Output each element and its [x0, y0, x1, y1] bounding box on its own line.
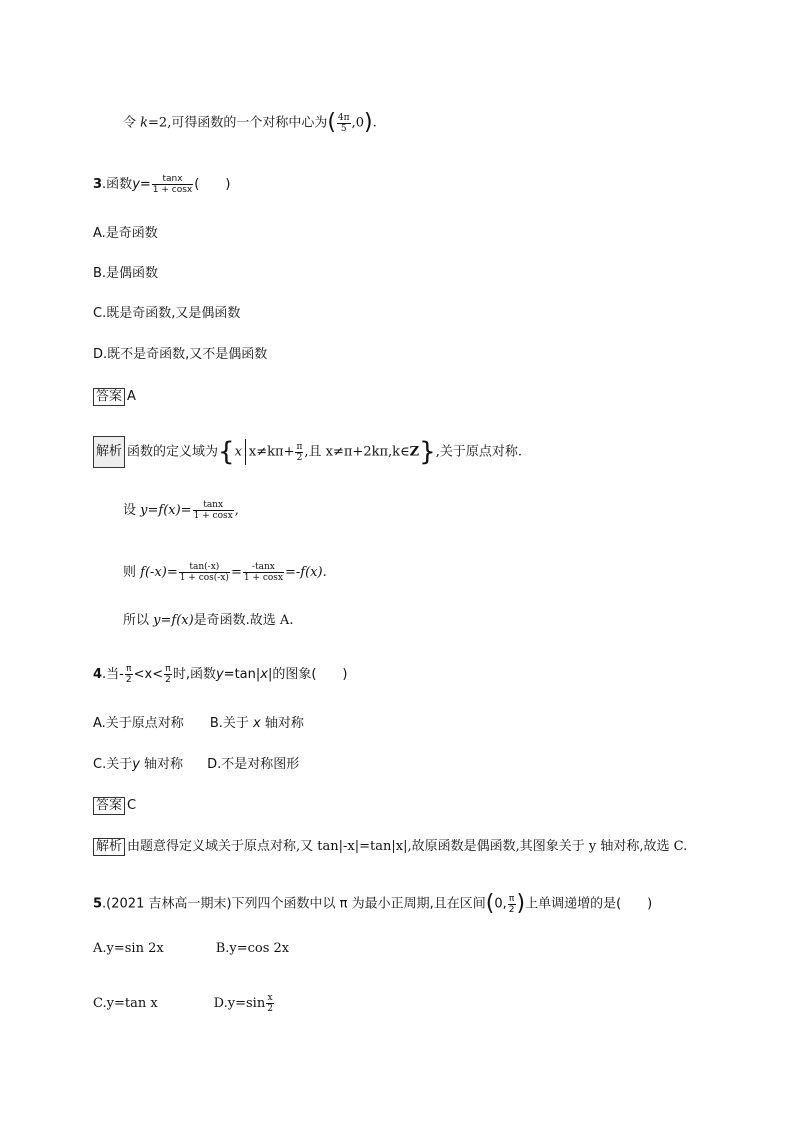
text: =tan| — [223, 667, 261, 682]
option-a: A.关于原点对称 — [93, 716, 184, 731]
answer-value: C — [127, 798, 137, 813]
analysis-4 — [93, 838, 687, 856]
analysis-tag: 解析 — [93, 838, 125, 856]
fraction: $\frac{\pi}{2}$ — [165, 664, 171, 685]
option-a: A.是奇函数 — [93, 226, 158, 241]
var-k: k — [140, 115, 149, 131]
option-b: B.关于 — [209, 716, 253, 731]
option-b: B.y=cos 2x — [215, 941, 290, 956]
analysis-tag: 解析 — [93, 436, 125, 468]
text: <x< — [133, 667, 164, 682]
text: 设 — [123, 503, 141, 518]
var-x: x — [234, 444, 242, 460]
question-4-options-row2 — [93, 757, 299, 773]
option-b: B.是偶函数 — [93, 266, 159, 281]
fraction: $\frac{-\tan x}{1 + \cos x}$ — [243, 562, 283, 583]
text: .当- — [102, 667, 124, 682]
var-x: x — [260, 667, 268, 682]
solution-line-center: 令 k=2,可得函数的一个对称中心为( $\frac{4\pi}{5}$ ,0). — [123, 110, 377, 135]
set-z: Z — [409, 444, 420, 460]
text: ,关于原点对称. — [435, 444, 522, 460]
option-c: C.关于 — [93, 757, 133, 772]
option-c: C.既是奇函数,又是偶函数 — [93, 306, 241, 321]
fraction: $\frac{4\pi}{5}$ — [337, 112, 350, 134]
fraction: $\frac{\tan(-x)}{1 + \cos(-x)}$ — [179, 562, 229, 583]
var-y: y — [215, 667, 224, 682]
fraction: $\frac{x}{2}$ — [267, 993, 273, 1014]
var-y: y — [132, 757, 140, 772]
answer-4 — [93, 797, 136, 815]
option-a: A.y=sin 2x — [93, 941, 164, 956]
text: 轴对称 — [260, 716, 304, 731]
analysis-text: 由题意得定义域关于原点对称,又 tan|-x|=tan|x|,故原函数是偶函数,其图象关于 y 轴对称,故选 C. — [127, 839, 688, 854]
text: 是奇函数.故选 A. — [193, 613, 294, 628]
text: 轴对称 — [139, 757, 184, 772]
expr: =-f(x). — [285, 565, 327, 580]
analysis-3-line3 — [123, 562, 327, 583]
text: 所以 — [123, 613, 154, 628]
text: ,且 — [304, 444, 326, 460]
text: = — [230, 565, 242, 580]
text: 上单调递增的是( ) — [525, 896, 653, 912]
question-5-options-row2 — [93, 993, 275, 1014]
question-3 — [93, 174, 230, 195]
fraction: $\frac{\pi}{2}$ — [296, 441, 303, 463]
option-c: C.y=tan x — [93, 996, 158, 1011]
fraction: $\frac{\pi}{2}$ — [125, 664, 132, 685]
text: , — [234, 503, 239, 518]
option-d: D.不是对称图形 — [207, 757, 300, 772]
question-5 — [93, 893, 652, 915]
fraction: $\frac{\tan x}{1 + \cos x}$ — [193, 500, 233, 521]
expr: f(-x)= — [140, 565, 178, 580]
expr: y=f(x) — [153, 613, 194, 628]
text: =2,可得函数的一个对称中心为 — [148, 115, 328, 131]
answer-paren: ( ) — [194, 177, 231, 192]
question-5-options-row1 — [93, 941, 289, 957]
var-y: y — [132, 177, 140, 192]
text: 则 — [123, 565, 141, 580]
answer-value: A — [127, 389, 136, 404]
option-d: D.y=sin — [213, 996, 266, 1011]
text: ,0 — [351, 115, 364, 131]
analysis-3-line2 — [123, 500, 239, 521]
fraction: $\frac{\tan x}{1 + \cos x}$ — [152, 174, 193, 195]
left-brace: { — [218, 437, 235, 467]
text: = — [139, 177, 151, 192]
answer-3 — [93, 388, 136, 406]
fraction: $\frac{\pi}{2}$ — [508, 893, 515, 915]
text: |的图象( ) — [267, 667, 348, 682]
option-d: D.既不是奇函数,又不是偶函数 — [93, 347, 268, 362]
text: 0, — [494, 896, 507, 912]
answer-tag: 答案 — [93, 388, 125, 406]
text: .(2021 吉林高一期末)下列四个函数中以 π 为最小正周期,且在区间 — [102, 896, 486, 912]
question-4-options-row1 — [93, 716, 304, 732]
question-number: 4 — [93, 667, 103, 682]
question-4 — [93, 664, 347, 685]
text: .函数 — [102, 177, 133, 192]
answer-tag: 答案 — [93, 797, 125, 815]
text: 时,函数 — [172, 667, 216, 682]
right-brace: } — [419, 437, 436, 467]
text: 令 — [123, 115, 141, 131]
var-x: x — [253, 716, 261, 731]
right-paren: ) — [363, 110, 373, 135]
left-paren: ( — [327, 110, 336, 135]
analysis-3 — [93, 436, 522, 468]
question-number: 3 — [93, 177, 103, 192]
right-paren: ) — [516, 891, 526, 916]
left-paren: ( — [485, 891, 495, 916]
text: x≠π+2kπ,k∈ — [325, 444, 410, 460]
text: x≠kπ+ — [248, 444, 295, 460]
analysis-3-line4 — [123, 613, 293, 629]
question-number: 5 — [93, 896, 103, 912]
expr: y=f(x)= — [140, 503, 192, 518]
text: 函数的定义域为 — [127, 444, 219, 460]
set-bar — [245, 439, 246, 465]
